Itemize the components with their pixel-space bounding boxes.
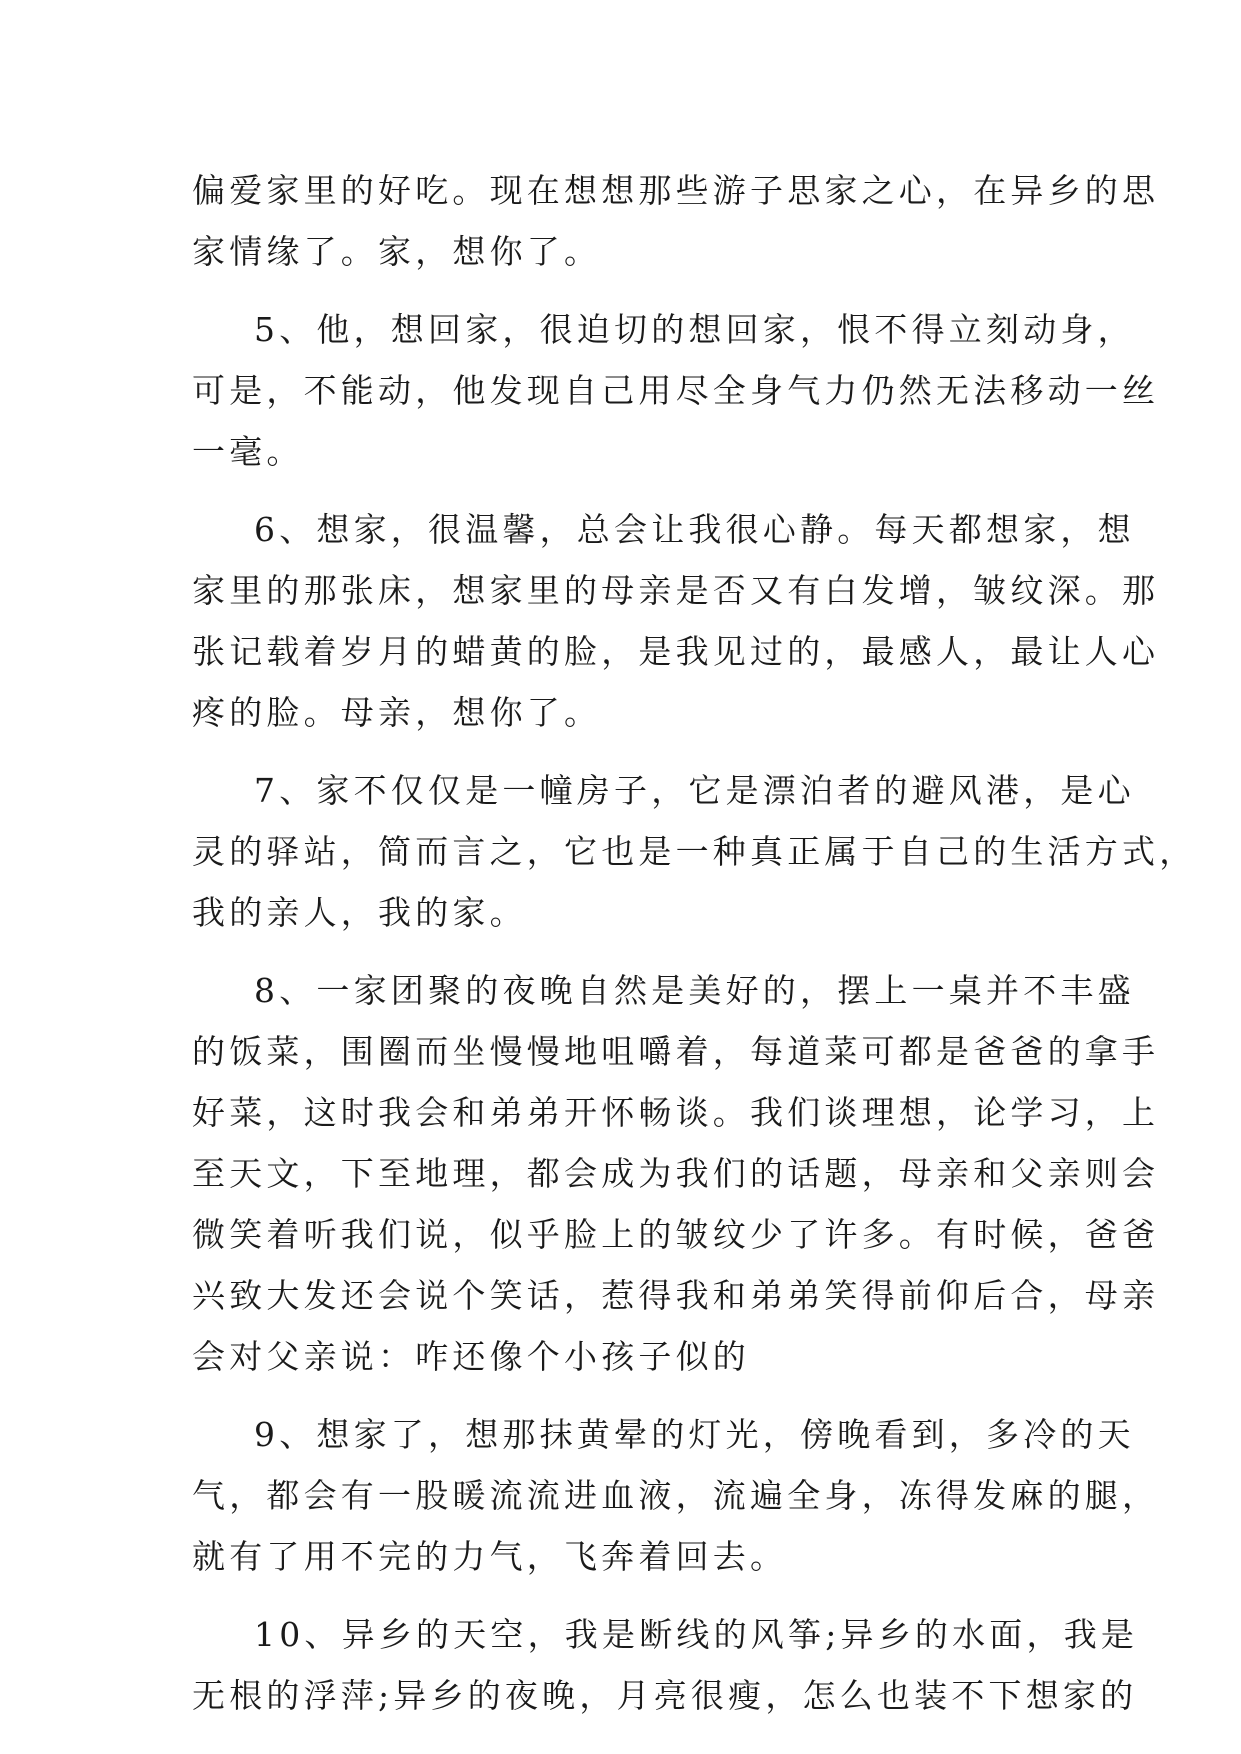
paragraph-8 (192, 960, 1160, 1387)
text-line: 就有了用不完的力气，飞奔着回去。 (192, 1537, 788, 1576)
paragraph-10 (192, 1604, 1139, 1726)
text-line: 一毫。 (192, 432, 304, 471)
text-line: 兴致大发还会说个笑话，惹得我和弟弟笑得前仰后合，母亲 (192, 1276, 1160, 1315)
text-line: 偏爱家里的好吃。现在想想那些游子思家之心，在异乡的思 (192, 171, 1160, 210)
text-line: 微笑着听我们说，似乎脸上的皱纹少了许多。有时候，爸爸 (192, 1215, 1160, 1254)
text-line: 5、他，想回家，很迫切的想回家，恨不得立刻动身， (254, 310, 1135, 349)
text-line: 会对父亲说：咋还像个小孩子似的 (192, 1337, 750, 1376)
text-line: 灵的驿站，简而言之，它也是一种真正属于自己的生活方式， (192, 832, 1197, 871)
text-line: 家里的那张床，想家里的母亲是否又有白发增，皱纹深。那 (192, 571, 1160, 610)
text-line: 9、想家了，想那抹黄晕的灯光，傍晚看到，多冷的天 (254, 1415, 1135, 1454)
text-line: 张记载着岁月的蜡黄的脸，是我见过的，最感人，最让人心 (192, 632, 1160, 671)
text-line: 疼的脸。母亲，想你了。 (192, 693, 602, 732)
paragraph-5 (192, 299, 1160, 482)
text-line: 气，都会有一股暖流流进血液，流遍全身，冻得发麻的腿， (192, 1476, 1160, 1515)
text-line: 7、家不仅仅是一幢房子，它是漂泊者的避风港，是心 (254, 771, 1135, 810)
text-line: 8、一家团聚的夜晚自然是美好的，摆上一桌并不丰盛 (254, 971, 1135, 1010)
document-page (192, 160, 1197, 1743)
paragraph-4-continuation (192, 160, 1160, 282)
text-line: 好菜，这时我会和弟弟开怀畅谈。我们谈理想，论学习，上 (192, 1093, 1160, 1132)
text-line: 至天文，下至地理，都会成为我们的话题，母亲和父亲则会 (192, 1154, 1160, 1193)
text-line: 6、想家，很温馨，总会让我很心静。每天都想家，想 (254, 510, 1135, 549)
text-line: 无根的浮萍;异乡的夜晚，月亮很瘦，怎么也装不下想家的 (192, 1676, 1138, 1715)
text-line: 可是，不能动，他发现自己用尽全身气力仍然无法移动一丝 (192, 371, 1160, 410)
text-line: 的饭菜，围圈而坐慢慢地咀嚼着，每道菜可都是爸爸的拿手 (192, 1032, 1160, 1071)
text-line: 家情缘了。家，想你了。 (192, 232, 602, 271)
text-line: 10、异乡的天空，我是断线的风筝;异乡的水面，我是 (254, 1615, 1139, 1654)
paragraph-6 (192, 499, 1160, 743)
paragraph-7 (192, 760, 1197, 943)
paragraph-9 (192, 1404, 1160, 1587)
text-line: 我的亲人，我的家。 (192, 893, 527, 932)
